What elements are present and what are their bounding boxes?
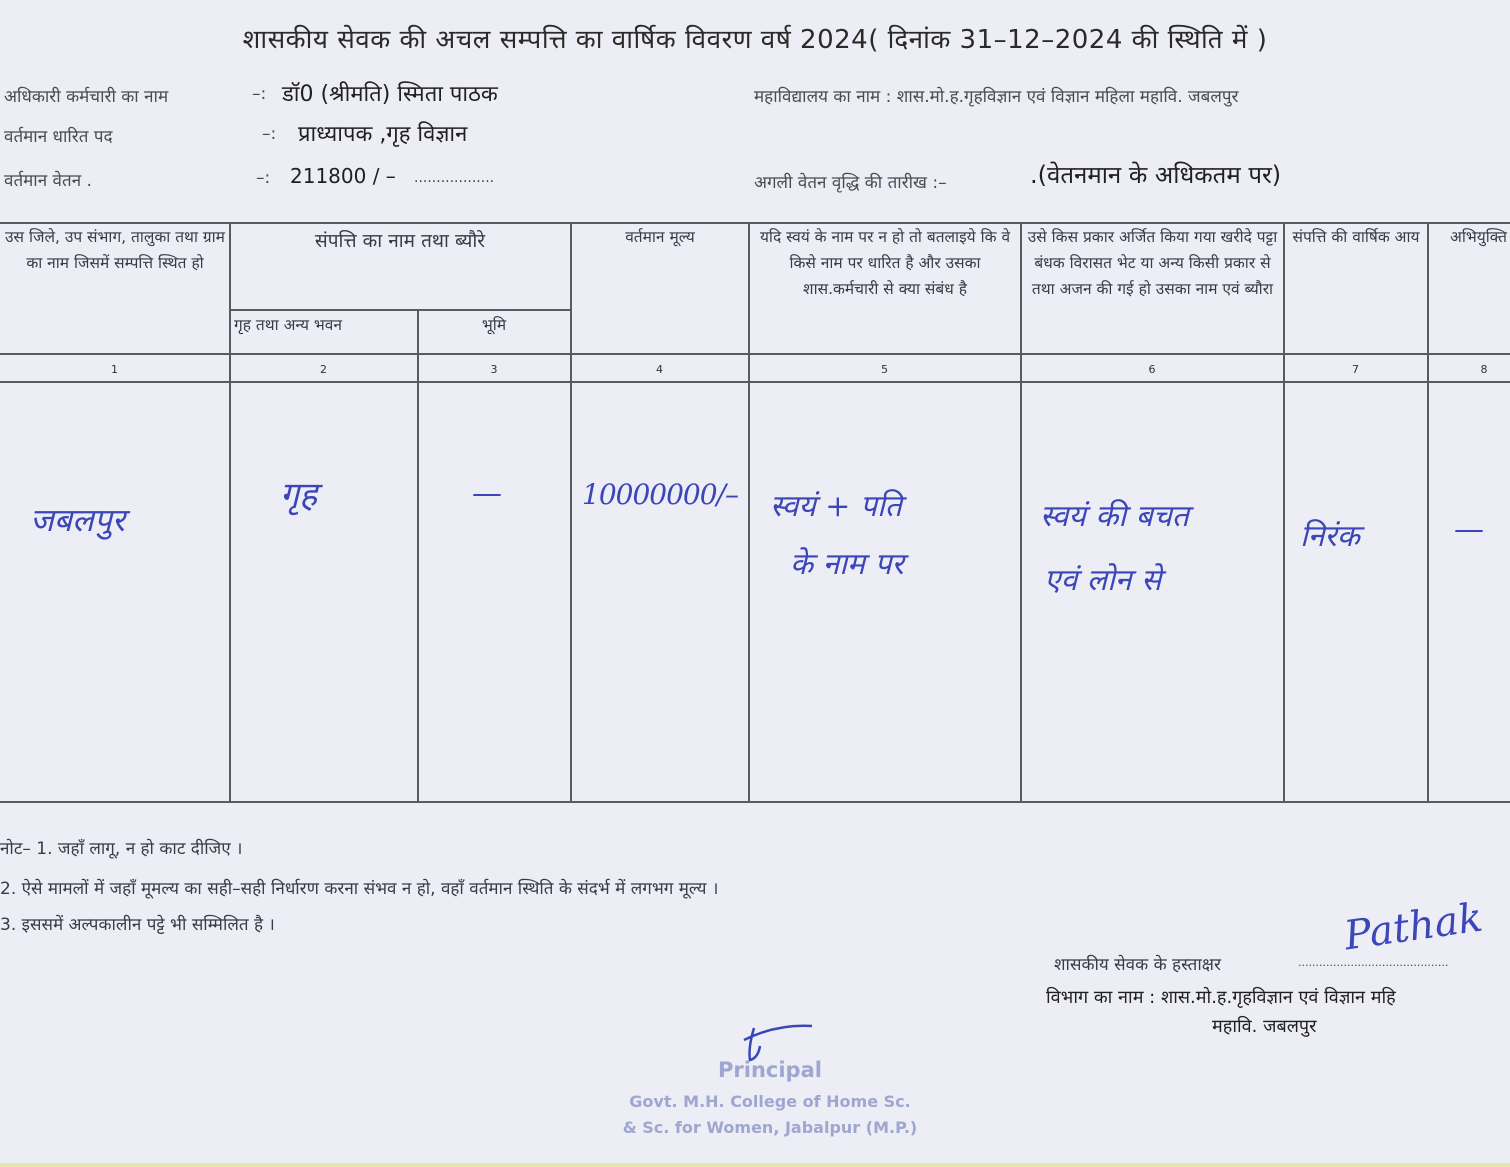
- employee-post: प्राध्यापक ,गृह विज्ञान: [298, 122, 468, 147]
- cell-current-value: 10000000/–: [582, 478, 738, 511]
- note-2: 2. ऐसे मामलों में जहाँ मूमल्य का सही–सही निर्धारण करना संभव न हो, वहाँ वर्तमान स्थिति के संदर्भ में लगभग मूल्य ।: [0, 879, 719, 899]
- header-holder-relation: यदि स्वयं के नाम पर न हो तो बतलाइये कि वे किसे नाम पर धारित है और उसका शास.कर्मचारी से क्या संबंध है: [759, 228, 1011, 298]
- increment-label: अगली वेतन वृद्धि की तारीख :–: [754, 173, 947, 193]
- salary-label: वर्तमान वेतन .: [4, 171, 92, 191]
- signature-label: शासकीय सेवक के हस्ताक्षर: [1054, 955, 1221, 975]
- stamp-title: Principal: [718, 1058, 822, 1082]
- header-buildings: गृह तथा अन्य भवन: [234, 316, 343, 334]
- cell-building: गृह: [280, 475, 318, 515]
- college-name: महाविद्यालय का नाम : शास.मो.ह.गृहविज्ञान एवं विज्ञान महिला महावि. जबलपुर: [754, 87, 1239, 107]
- cell-holder-line1: स्वयं + पति: [770, 489, 902, 524]
- subheader-divider: [230, 309, 570, 311]
- column-divider: [748, 222, 750, 803]
- signature-dots: ...........................................: [1298, 956, 1449, 969]
- column-divider: [570, 222, 572, 803]
- employee-salary: 211800 / –: [290, 164, 396, 188]
- column-number: 8: [1480, 363, 1488, 376]
- column-number: 7: [1352, 363, 1359, 376]
- column-divider: [417, 309, 419, 803]
- column-divider: [229, 222, 231, 803]
- cell-location: जबलपुर: [30, 501, 125, 539]
- cell-land: —: [472, 476, 502, 511]
- cell-acquisition-line1: स्वयं की बचत: [1040, 499, 1189, 534]
- column-number: 3: [490, 363, 498, 376]
- header-acquisition: उसे किस प्रकार अर्जित किया गया खरीदे पट्टा बंधक विरासत भेट या अन्य किसी प्रकार से तथा अजन की गई हो उसका नाम एवं ब्यौरा: [1027, 228, 1278, 298]
- employee-name: डॉ0 (श्रीमति) स्मिता पाठक: [282, 82, 498, 107]
- column-divider: [1020, 222, 1022, 803]
- cell-remarks: —: [1454, 512, 1484, 547]
- stamp-line-3: & Sc. for Women, Jabalpur (M.P.): [622, 1118, 918, 1137]
- note-1: नोट– 1. जहाँ लागू, न हो काट दीजिए ।: [0, 839, 243, 859]
- cell-acquisition-line2: एवं लोन से: [1044, 563, 1162, 598]
- department-line2: महावि. जबलपुर: [1212, 1016, 1317, 1037]
- column-number: 4: [656, 363, 663, 376]
- increment-value: .(वेतनमान के अधिकतम पर): [1030, 161, 1282, 189]
- column-number: 5: [881, 363, 888, 376]
- name-separator: –:: [252, 84, 267, 104]
- header-remarks: अभियुक्ति: [1450, 228, 1507, 246]
- column-divider: [1283, 222, 1285, 803]
- salary-dots: ..................: [414, 170, 495, 186]
- header-current-value: वर्तमान मूल्य: [625, 228, 695, 246]
- signature: Pathak: [1341, 894, 1486, 960]
- header-annual-income: संपत्ति की वार्षिक आय: [1292, 228, 1420, 246]
- post-separator: –:: [262, 124, 277, 144]
- department-line1: विभाग का नाम : शास.मो.ह.गृहविज्ञान एवं विज्ञान महि: [1046, 987, 1396, 1008]
- header-property-details: संपत्ति का नाम तथा ब्यौरे: [314, 230, 486, 252]
- cell-annual-income: निरंक: [1300, 519, 1360, 554]
- cell-holder-line2: के नाम पर: [790, 547, 904, 582]
- page-bottom-edge: [0, 1163, 1510, 1167]
- column-number: 2: [320, 363, 327, 376]
- name-label: अधिकारी कर्मचारी का नाम: [4, 87, 169, 107]
- salary-separator: –:: [256, 168, 271, 188]
- column-divider: [1427, 222, 1429, 803]
- column-number: 1: [111, 363, 118, 376]
- column-number: 6: [1148, 363, 1156, 376]
- stamp-line-2: Govt. M.H. College of Home Sc.: [629, 1092, 911, 1111]
- page-title: शासकीय सेवक की अचल सम्पत्ति का वार्षिक विवरण वर्ष 2024( दिनांक 31–12–2024 की स्थिति में ): [242, 25, 1268, 55]
- post-label: वर्तमान धारित पद: [4, 127, 113, 147]
- header-location: उस जिले, उप संभाग, तालुका तथा ग्राम का नाम जिसमें सम्पत्ति स्थित हो: [5, 228, 225, 272]
- note-3: 3. इससमें अल्पकालीन पट्टे भी सम्मिलित है ।: [0, 915, 275, 935]
- header-land: भूमि: [481, 316, 507, 334]
